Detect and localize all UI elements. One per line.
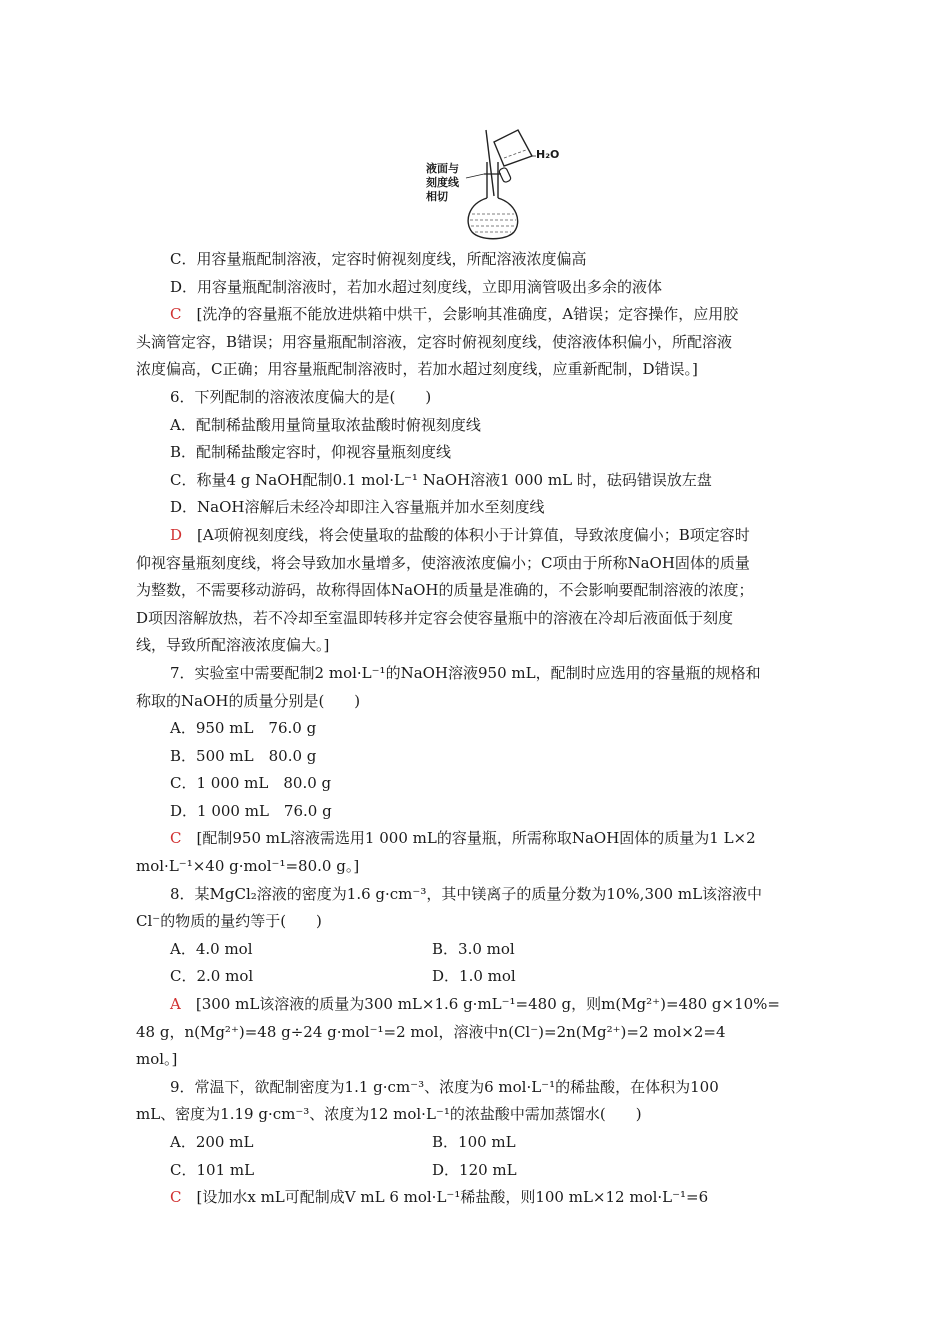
text-line-q7c (136, 770, 816, 798)
line-text: 6．下列配制的溶液浓度偏大的是( ) (170, 387, 432, 406)
line-text: C．1 000 mL 80.0 g (170, 774, 332, 793)
text-line-q9b (136, 1101, 816, 1129)
text-line-q7e2 (136, 853, 816, 881)
text-line-q5c (136, 246, 816, 274)
text-line-q6e5 (136, 632, 816, 660)
text-line-q6 (136, 384, 816, 412)
line-text: [设加水x mL可配制成V mL 6 mol·L⁻¹稀盐酸，则100 mL×12 mol·L⁻¹=6 (196, 1188, 709, 1207)
text-line-q9e1 (136, 1184, 816, 1212)
line-text: A．配制稀盐酸用量筒量取浓盐酸时俯视刻度线 (170, 415, 481, 434)
answer-letter: C (170, 305, 182, 324)
answer-letter: D (170, 525, 183, 544)
text-line-q6e4 (136, 605, 816, 633)
text-line-q5d (136, 274, 816, 302)
text-line-q6d (136, 494, 816, 522)
text-line-q6c (136, 467, 816, 495)
line-text: 为整数，不需要移动游码，故称得固体NaOH的质量是准确的，不会影响要配制溶液的浓度； (136, 581, 754, 600)
figure-label-meniscus (426, 162, 470, 204)
text-line-q5e1 (136, 301, 816, 329)
line-text: [洗净的容量瓶不能放进烘箱中烘干，会影响其准确度，A错误；定容操作，应用胶 (196, 305, 739, 324)
line-text: 线，导致所配溶液浓度偏大。] (136, 636, 330, 655)
text-line-q9cd (136, 1157, 816, 1185)
text-line-q7 (136, 660, 816, 688)
line-text: D项因溶解放热，若不冷却至室温即转移并定容会使容量瓶中的溶液在冷却后液面低于刻度 (136, 608, 734, 627)
text-line-q6b (136, 439, 816, 467)
text-line-q8 (136, 881, 816, 909)
answer-letter: C (170, 829, 182, 848)
text-line-q9 (136, 1074, 816, 1102)
text-line-q7a (136, 715, 816, 743)
text-line-q8e2 (136, 1019, 816, 1047)
figure-label-line: 刻度线 (426, 176, 459, 189)
text-line-q6e1 (136, 522, 816, 550)
line-text: 48 g，n(Mg²⁺)=48 g÷24 g·mol⁻¹=2 mol，溶液中n(Cl⁻)=2n(Mg²⁺)=2 mol×2=4 (136, 1022, 726, 1041)
line-text: B．500 mL 80.0 g (170, 746, 317, 765)
option-text: B．100 mL (432, 1133, 516, 1151)
answer-letter: A (170, 995, 181, 1014)
option-text: C．2.0 mol (170, 967, 254, 986)
line-text: D．1 000 mL 76.0 g (170, 801, 332, 820)
option-text: A．200 mL (170, 1133, 254, 1151)
text-line-q7d (136, 798, 816, 826)
line-text: 7．实验室中需要配制2 mol·L⁻¹的NaOH溶液950 mL，配制时应选用的容量瓶的规格和 (170, 663, 761, 682)
text-line-q8ab (136, 936, 816, 964)
answer-letter: C (170, 1188, 182, 1207)
question-content (136, 246, 816, 1212)
text-line-q6e3 (136, 577, 816, 605)
line-text: [300 mL该溶液的质量为300 mL×1.6 g·mL⁻¹=480 g，则m(Mg²⁺)=480 g×10%= (195, 995, 780, 1014)
option-text: C．101 mL (170, 1160, 255, 1179)
option-text: A．4.0 mol (170, 939, 253, 958)
line-text: 称取的NaOH的质量分别是( ) (136, 691, 361, 710)
option-text: B．3.0 mol (432, 939, 515, 958)
line-text: D．NaOH溶解后未经冷却即注入容量瓶并加水至刻度线 (170, 498, 545, 517)
line-text: mL、密度为1.19 g·cm⁻³、浓度为12 mol·L⁻¹的浓盐酸中需加蒸馏水( ) (136, 1105, 642, 1124)
text-line-q8cd (136, 963, 816, 991)
line-text: Cl⁻的物质的量约等于( ) (136, 912, 322, 931)
text-line-q9ab (136, 1129, 816, 1157)
line-text: 9．常温下，欲配制密度为1.1 g·cm⁻³、浓度为6 mol·L⁻¹的稀盐酸，在体积为100 (170, 1077, 719, 1096)
text-line-q8e1 (136, 991, 816, 1019)
figure-label-line: 相切 (426, 190, 448, 203)
line-text: mol·L⁻¹×40 g·mol⁻¹=80.0 g。] (136, 857, 360, 876)
line-text: 仰视容量瓶刻度线，将会导致加水量增多，使溶液浓度偏小；C项由于所称NaOH固体的质量 (136, 553, 750, 572)
line-text: 头滴管定容，B错误；用容量瓶配制溶液，定容时俯视刻度线，使溶液体积偏小，所配溶液 (136, 332, 733, 351)
line-text: C．用容量瓶配制溶液，定容时俯视刻度线，所配溶液浓度偏高 (170, 250, 587, 268)
text-line-q7b (136, 688, 816, 716)
text-line-q8e3 (136, 1046, 816, 1074)
line-text: mol。] (136, 1050, 178, 1069)
text-line-q5e3 (136, 356, 816, 384)
line-text: A．950 mL 76.0 g (170, 719, 317, 738)
text-line-q7bb (136, 743, 816, 771)
figure-label-h2o: H₂O (536, 148, 560, 161)
volumetric-flask-figure (420, 122, 570, 244)
line-text: C．称量4 g NaOH配制0.1 mol·L⁻¹ NaOH溶液1 000 mL 时，砝码错误放左盘 (170, 470, 712, 489)
line-text: B．配制稀盐酸定容时，仰视容量瓶刻度线 (170, 443, 452, 462)
line-text: 8．某MgCl₂溶液的密度为1.6 g·cm⁻³，其中镁离子的质量分数为10%,300 mL该溶液中 (170, 884, 763, 903)
option-text: D．1.0 mol (432, 967, 516, 986)
line-text: [配制950 mL溶液需选用1 000 mL的容量瓶，所需称取NaOH固体的质量为1 L×2 (196, 829, 756, 848)
text-line-q6a (136, 412, 816, 440)
option-text: D．120 mL (432, 1160, 517, 1179)
figure-label-line: 液面与 (426, 162, 459, 175)
text-line-q7e1 (136, 825, 816, 853)
line-text: 浓度偏高，C正确；用容量瓶配制溶液时，若加水超过刻度线，应重新配制，D错误。] (136, 360, 698, 379)
line-text: [A项俯视刻度线，将会使量取的盐酸的体积小于计算值，导致浓度偏小；B项定容时 (197, 525, 750, 544)
text-line-q6e2 (136, 550, 816, 578)
text-line-q8b (136, 908, 816, 936)
text-line-q5e2 (136, 329, 816, 357)
line-text: D．用容量瓶配制溶液时，若加水超过刻度线，立即用滴管吸出多余的液体 (170, 277, 663, 296)
